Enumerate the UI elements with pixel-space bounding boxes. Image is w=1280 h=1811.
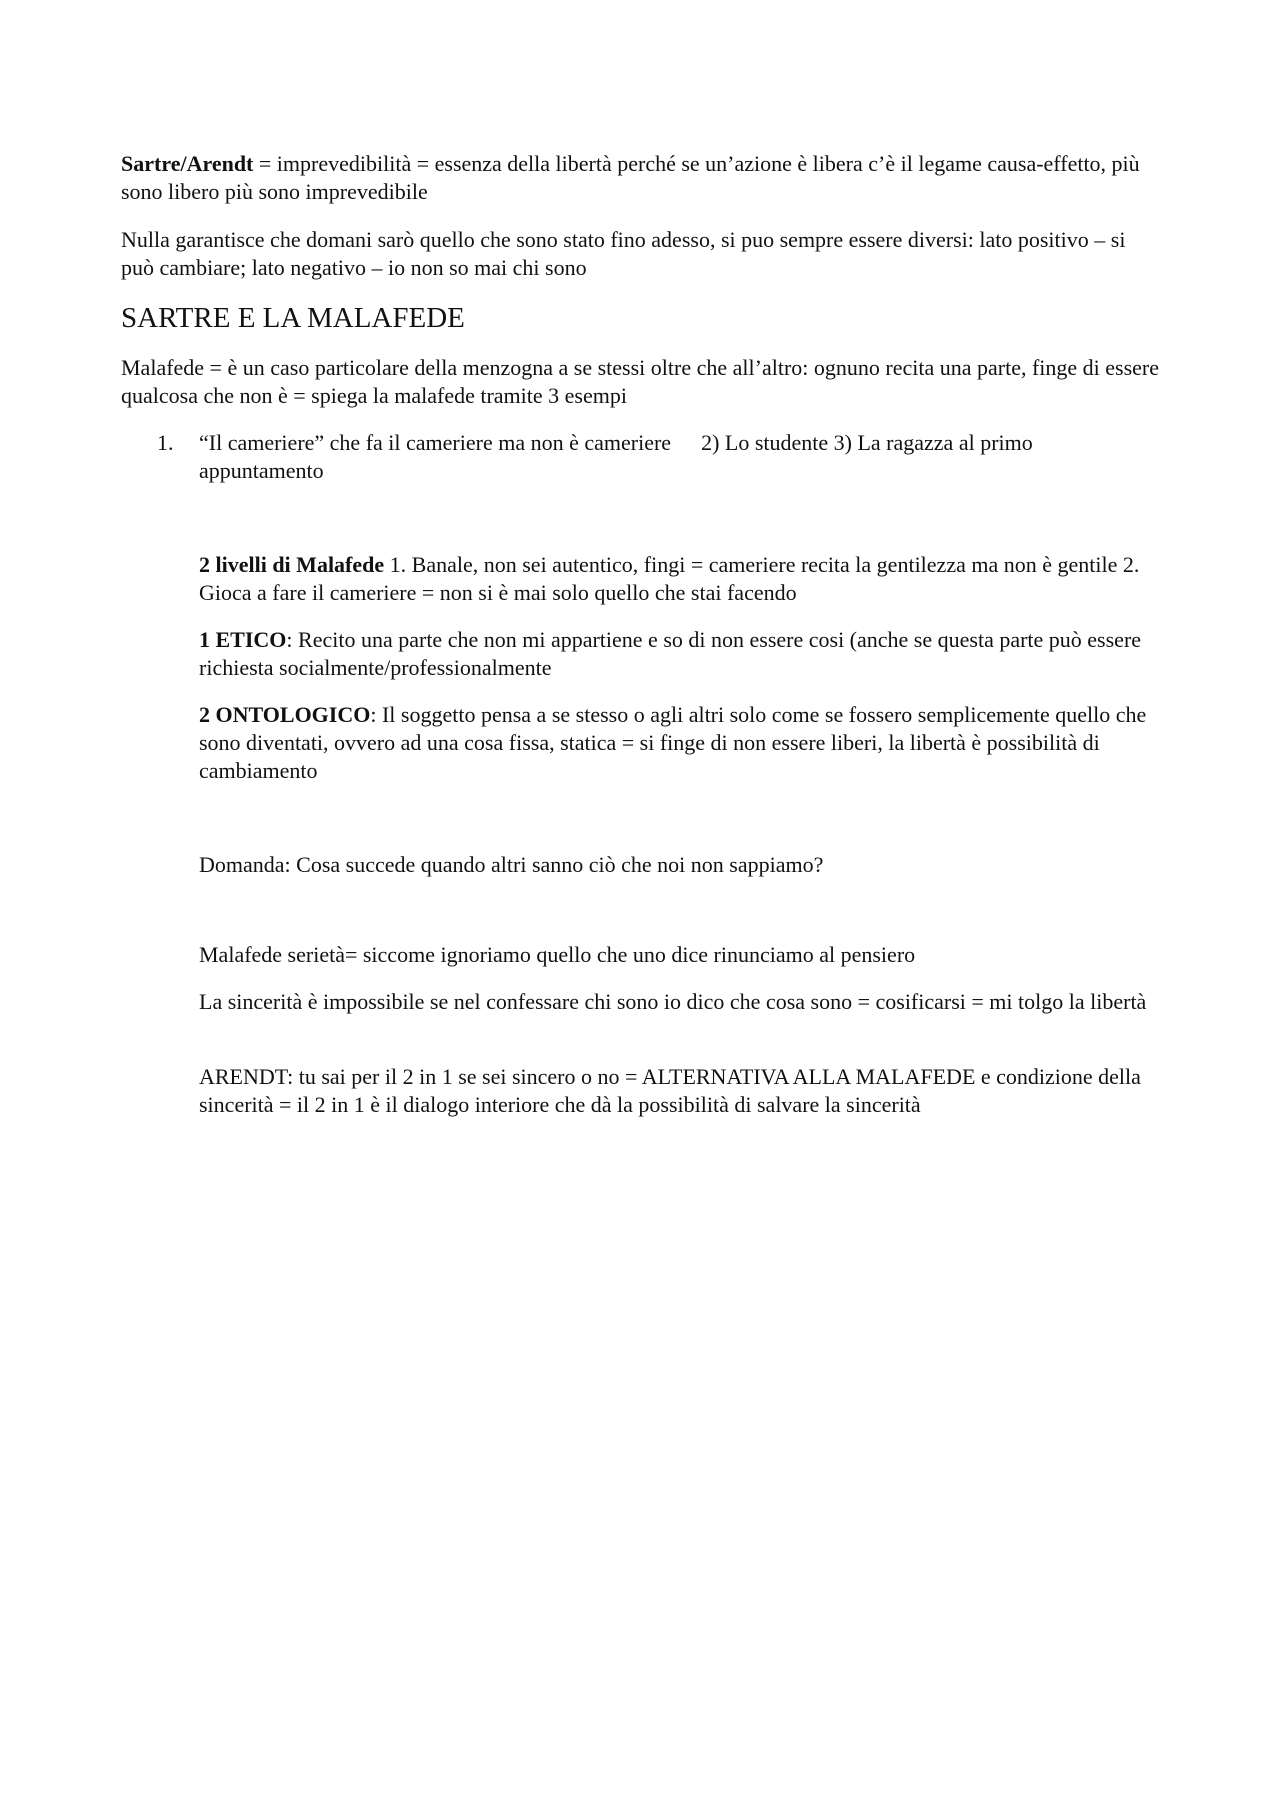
paragraph-domanda (199, 851, 1159, 879)
paragraph-text: : Recito una parte che non mi appartiene e so di non essere cosi (anche se questa parte può essere richiesta socialmente/professionalmente (199, 627, 1142, 680)
paragraph-malafede (121, 354, 1171, 410)
paragraph-serieta (199, 941, 1159, 969)
paragraph-sartre-arendt (121, 150, 1161, 206)
paragraph-text: La sincerità è impossibile se nel confessare chi sono io dico che cosa sono = cosificarsi = mi tolgo la libertà (199, 989, 1147, 1014)
list-item-number: 1. (157, 430, 174, 455)
list-item-part-2: 2) Lo studente 3) La ragazza al primo appuntamento (199, 430, 1033, 483)
paragraph-sincerita (199, 988, 1164, 1016)
paragraph-text: 1. Banale, non sei autentico, fingi = cameriere recita la gentilezza ma non è gentile 2. Gioca a fare il cameriere = non si è mai solo quello che stai facendo (199, 552, 1140, 605)
paragraph-text: = imprevedibilità = essenza della libertà perché se un’azione è libera c’è il legame causa-effetto, più sono libero più sono imprevedibile (121, 151, 1140, 204)
term-due-livelli: 2 livelli di Malafede (199, 552, 385, 577)
list-item-part-1: “Il cameriere” che fa il cameriere ma non è cameriere (199, 430, 672, 455)
term-sartre-arendt: Sartre/Arendt (121, 151, 254, 176)
paragraph-text: ARENDT: tu sai per il 2 in 1 se sei sincero o no = ALTERNATIVA ALLA MALAFEDE e condizione della sincerità = il 2 in 1 è il dialogo interiore che dà la possibilità di salvare la sincerità (199, 1064, 1141, 1117)
paragraph-ontologico (199, 701, 1159, 785)
paragraph-text: Malafede serietà= siccome ignoriamo quello che uno dice rinunciamo al pensiero (199, 942, 916, 967)
paragraph-etico (199, 626, 1159, 682)
term-ontologico: 2 ONTOLOGICO (199, 702, 371, 727)
section-heading: SARTRE E LA MALAFEDE (121, 302, 465, 334)
paragraph-text: : Il soggetto pensa a se stesso o agli altri solo come se fossero semplicemente quello che sono diventati, ovvero ad una cosa fissa, statica = si finge di non essere liberi, la libertà è possibilità di cambiamento (199, 702, 1147, 783)
paragraph-text: Domanda: Cosa succede quando altri sanno ciò che noi non sappiamo? (199, 852, 824, 877)
paragraph-nulla-garantisce (121, 226, 1161, 282)
paragraph-arendt (199, 1063, 1164, 1119)
term-etico: 1 ETICO (199, 627, 287, 652)
paragraph-text: Nulla garantisce che domani sarò quello che sono stato fino adesso, si puo sempre essere diversi: lato positivo – si può cambiare; lato negativo – io non so mai chi sono (121, 227, 1126, 280)
paragraph-text: Malafede = è un caso particolare della menzogna a se stessi oltre che all’altro: ognuno recita una parte, finge di essere qualcosa che non è = spiega la malafede tramite 3 esempi (121, 355, 1160, 408)
paragraph-due-livelli (199, 551, 1159, 607)
list-item-examples (199, 429, 1159, 485)
